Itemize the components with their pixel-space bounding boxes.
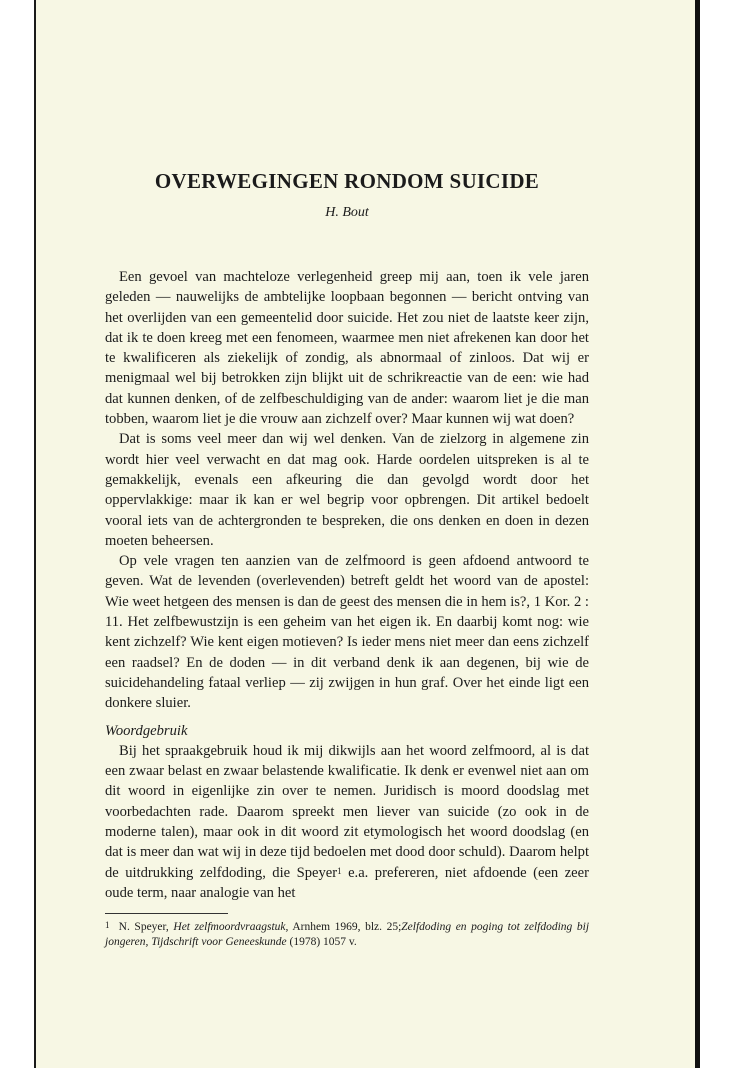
article-body — [105, 168, 589, 949]
article-author: H. Bout — [325, 205, 369, 220]
paragraph-text: Bij het spraakgebruik houd ik mij dikwijls aan het woord zelfmoord, al is dat een zwaar belast en zwaar belastende kwalificatie. Ik denk er evenwel niet aan om dit woord in eigenlijke zin over te nemen. Juridisch is moord doodslag met voorbedachten rade. Daarom spreekt men liever van suicide (zo ook in de moderne talen), maar ook in dit woord zit etymologisch het woord doodslag (en dat is meer dan wat wij in deze tijd bedoelen met dood door schuld). Daarom helpt de uitdrukking zelfdoding, die Speyer — [105, 742, 589, 881]
footnote-details-2: (1978) 1057 v. — [289, 935, 357, 948]
footnote-author: N. Speyer, — [118, 921, 169, 934]
page-left-edge — [34, 0, 36, 1068]
footnote-details: Arnhem 1969, blz. 25; — [292, 921, 402, 934]
paragraph — [105, 741, 589, 903]
footnote-work-title: Het zelfmoordvraagstuk, — [173, 921, 289, 934]
paragraph-text-end: e.a. prefereren, niet afdoende (een zeer oude term, naar analogie van het — [105, 864, 589, 901]
page-right-edge — [695, 0, 700, 1068]
article-title: OVERWEGINGEN RONDOM SUICIDE — [154, 169, 540, 193]
paragraph: Dat is soms veel meer dan wij wel denken. Van de zielzorg in algemene zin wordt hier veel verwacht en dat mag ook. Harde oordelen uitspreken is al te gemakkelijk, evenals een afkeuring die dan gevolgd wordt door het oppervlakkige: maar ik kan er wel begrip voor opbrengen. Dit artikel bedoelt vooral iets van de achtergronden te bespreken, die ons denken en doen in dezen moeten beheersen. — [105, 431, 589, 549]
footnote-reference: 1 — [337, 865, 342, 876]
footnote-number: 1 — [105, 920, 110, 931]
paragraph: Een gevoel van machteloze verlegenheid greep mij aan, toen ik vele jaren geleden — nauwelijks de ambtelijke loopbaan begonnen — bericht ontving van het overlijden van een gemeentelid door suicide. Het zou niet de laatste keer zijn, dat ik te doen kreeg met een fenomeen, waarmee men niet afrekenen kan door het te kwalificeren als ziekelijk of zondig, als abnormaal of zinloos. Dat wij er menigmaal wel bij betrokken zijn blijkt uit de schrikreactie van de een: wie had dat kunnen denken, of de zelfbeschuldiging van de ander: waarom liet je die man tobben, waarom liet je die vrouw aan zichzelf over? Maar kunnen wij wat doen? — [105, 269, 589, 428]
section-heading: Woordgebruik — [105, 722, 188, 739]
footnote-work-title-2: Zelfdoding en poging tot zelfdoding bij jongeren, Tijdschrift voor Geneeskunde — [105, 921, 590, 948]
footnote — [105, 920, 589, 949]
paragraph: Op vele vragen ten aanzien van de zelfmoord is geen afdoend antwoord te geven. Wat de levenden (overlevenden) betreft geldt het woord van de apostel: Wie weet hetgeen des mensen is dan de geest des mensen die in hem is?, 1 Kor. 2 : 11. Het zelfbewustzijn is een geheim van het eigen ik. En daarbij komt nog: wie kent zichzelf? Wie kent eigen motieven? Is ieder mens niet meer dan eens zichzelf een raadsel? En de doden — in dit verband denk ik aan degenen, bij wie de suicidehandeling fataal verliep — zij zwijgen in hun graf. Over het einde ligt een donkere sluier. — [105, 553, 589, 712]
footnote-divider — [105, 913, 228, 914]
